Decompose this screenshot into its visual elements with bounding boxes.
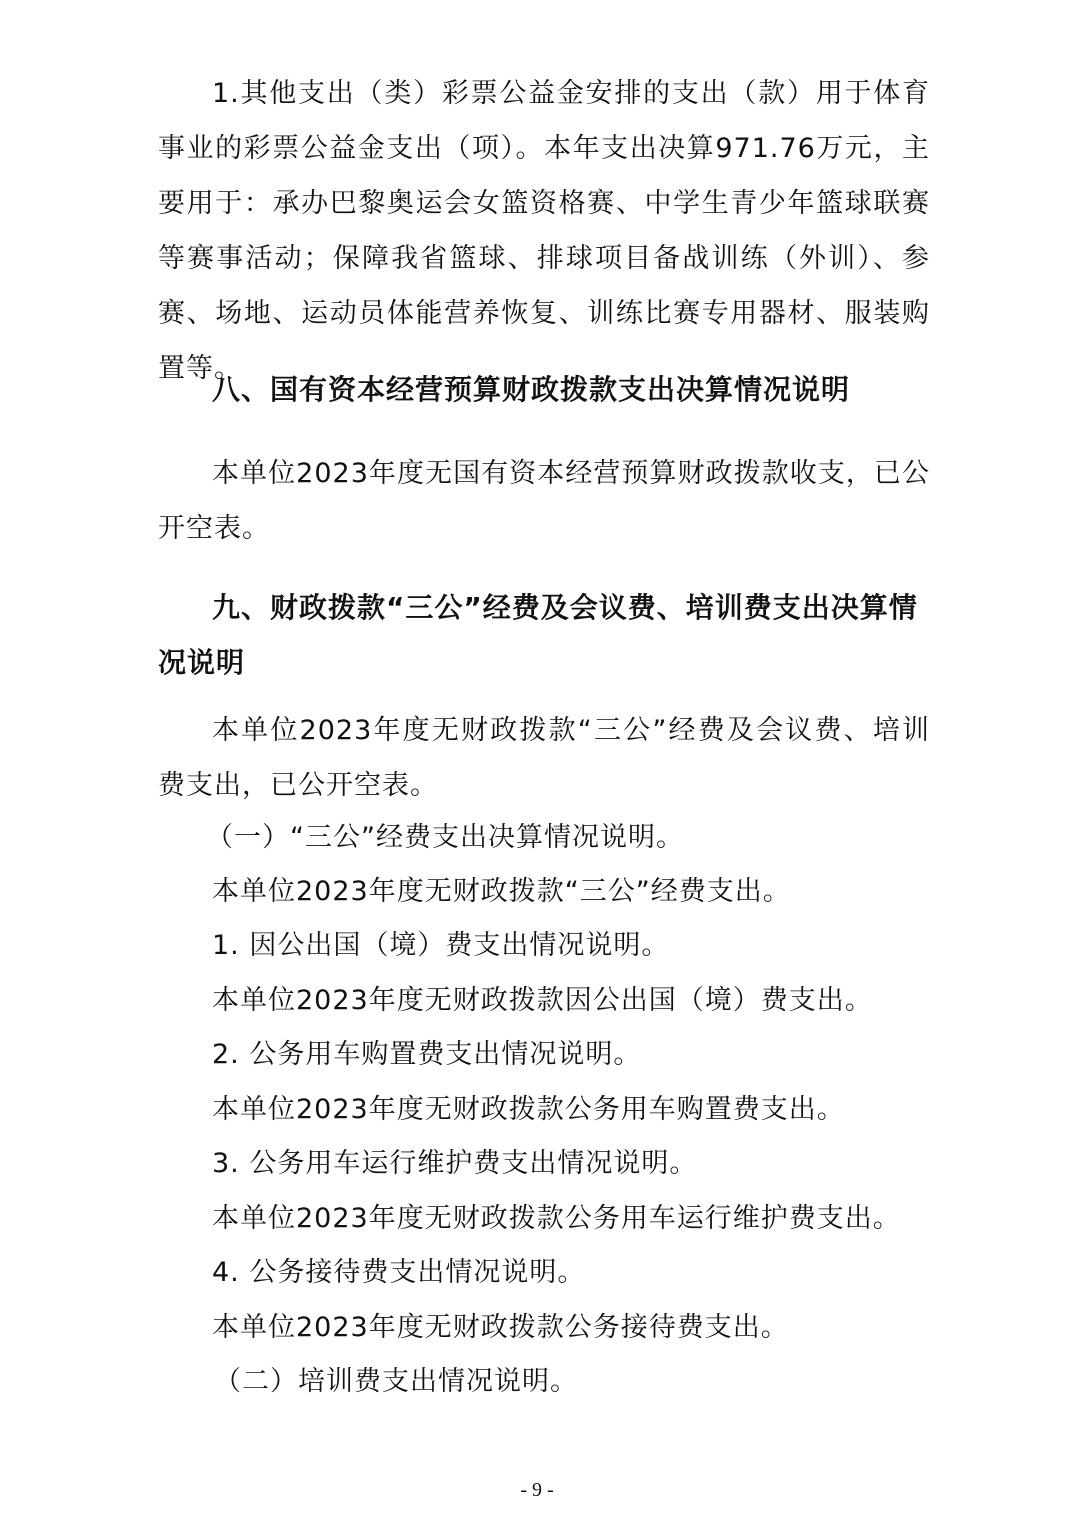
subsection-text-1: 本单位2023年度无财政拨款“三公”经费支出。 [212, 876, 791, 907]
item-text-4: 本单位2023年度无财政拨款公务接待费支出。 [212, 1312, 789, 1343]
subsection-title-1: （一）“三公”经费支出决算情况说明。 [206, 822, 684, 853]
item-title-1: 1. 因公出国（境）费支出情况说明。 [212, 930, 670, 961]
item-text-1: 本单位2023年度无财政拨款因公出国（境）费支出。 [212, 985, 873, 1016]
item-title-4: 4. 公务接待费支出情况说明。 [212, 1257, 586, 1288]
item-title-2: 2. 公务用车购置费支出情况说明。 [212, 1039, 642, 1070]
section-heading-8: 八、国有资本经营预算财政拨款支出决算情况说明 [212, 373, 851, 406]
paragraph-section-8: 本单位2023年度无国有资本经营预算财政拨款收支，已公开空表。 [158, 458, 930, 544]
item-text-3: 本单位2023年度无财政拨款公务用车运行维护费支出。 [212, 1203, 901, 1234]
page-number: - 9 - [520, 1479, 554, 1501]
item-title-3: 3. 公务用车运行维护费支出情况说明。 [212, 1148, 698, 1179]
subsection-title-2: （二）培训费支出情况说明。 [214, 1366, 578, 1397]
item-text-2: 本单位2023年度无财政拨款公务用车购置费支出。 [212, 1094, 845, 1125]
section-heading-9: 九、财政拨款“三公”经费及会议费、培训费支出决算情况说明 [158, 591, 918, 679]
paragraph-section-9: 本单位2023年度无财政拨款“三公”经费及会议费、培训费支出，已公开空表。 [158, 715, 930, 801]
paragraph-lottery-expenditure: 1.其他支出（类）彩票公益金安排的支出（款）用于体育事业的彩票公益金支出（项）。本年支出决算971.76万元，主要用于：承办巴黎奥运会女篮资格赛、中学生青少年篮球联赛等赛事活动；保障我省篮球、排球项目备战训练（外训）、参赛、场地、运动员体能营养恢复、训练比赛专用器材、服装购置等。 [158, 78, 930, 384]
